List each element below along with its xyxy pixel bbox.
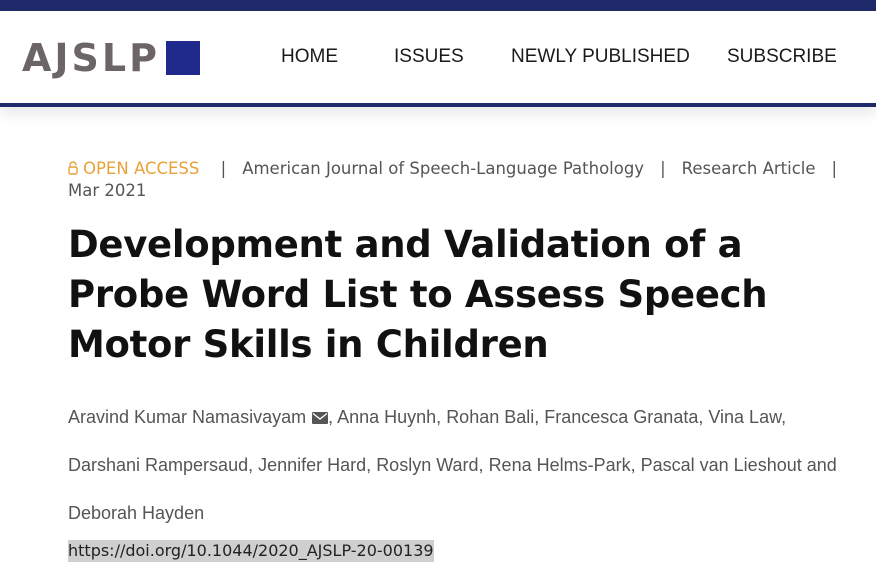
author-link[interactable]: Deborah Hayden [68, 503, 205, 523]
author-link[interactable]: Francesca Granata [544, 407, 699, 427]
logo-text: AJSLP [22, 36, 160, 80]
author-joiner: and [806, 455, 837, 475]
author-link[interactable]: Rena Helms-Park [488, 455, 631, 475]
author-link[interactable]: Pascal van Lieshout [640, 455, 802, 475]
article-meta [68, 158, 868, 180]
author-link[interactable]: Aravind Kumar Namasivayam [68, 407, 307, 427]
publication-date: Mar 2021 [68, 181, 147, 200]
logo-square-icon [166, 41, 200, 75]
top-accent-bar [0, 0, 876, 11]
article-type: Research Article [681, 159, 816, 178]
site-logo[interactable] [22, 37, 200, 79]
open-access-badge [68, 159, 205, 178]
nav-newly-published[interactable]: NEWLY PUBLISHED [511, 46, 690, 67]
author-link[interactable]: Roslyn Ward [376, 455, 479, 475]
meta-separator: | [660, 159, 666, 178]
nav-issues[interactable]: ISSUES [394, 46, 464, 67]
site-header [0, 11, 876, 107]
doi-link[interactable]: https://doi.org/10.1044/2020_AJSLP-20-00139 [68, 541, 434, 560]
open-access-label: OPEN ACCESS [83, 159, 200, 178]
author-link[interactable]: Darshani Rampersaud [68, 455, 249, 475]
mail-icon[interactable] [312, 412, 328, 424]
open-lock-icon [68, 161, 78, 175]
author-link[interactable]: Jennifer Hard [258, 455, 367, 475]
meta-separator: | [831, 159, 838, 178]
nav-home[interactable]: HOME [281, 46, 338, 67]
author-link[interactable]: Vina Law [708, 407, 782, 427]
journal-name[interactable]: American Journal of Speech-Language Pathology [242, 159, 645, 178]
author-link[interactable]: Anna Huynh [337, 407, 437, 427]
nav-subscribe[interactable]: SUBSCRIBE [727, 46, 837, 67]
author-list: Aravind Kumar Namasivayam , Anna Huynh, Rohan Bali, Francesca Granata, Vina Law, Darshani Rampersaud, Jennifer Hard, Roslyn Ward, Rena Helms-Park, Pascal van Lieshout and Deborah Hayden [68, 407, 837, 523]
author-link[interactable]: Rohan Bali [446, 407, 535, 427]
article-title: Development and Validation of a Probe Word List to Assess Speech Motor Skills in Children [68, 223, 768, 366]
meta-separator: | [220, 159, 227, 178]
